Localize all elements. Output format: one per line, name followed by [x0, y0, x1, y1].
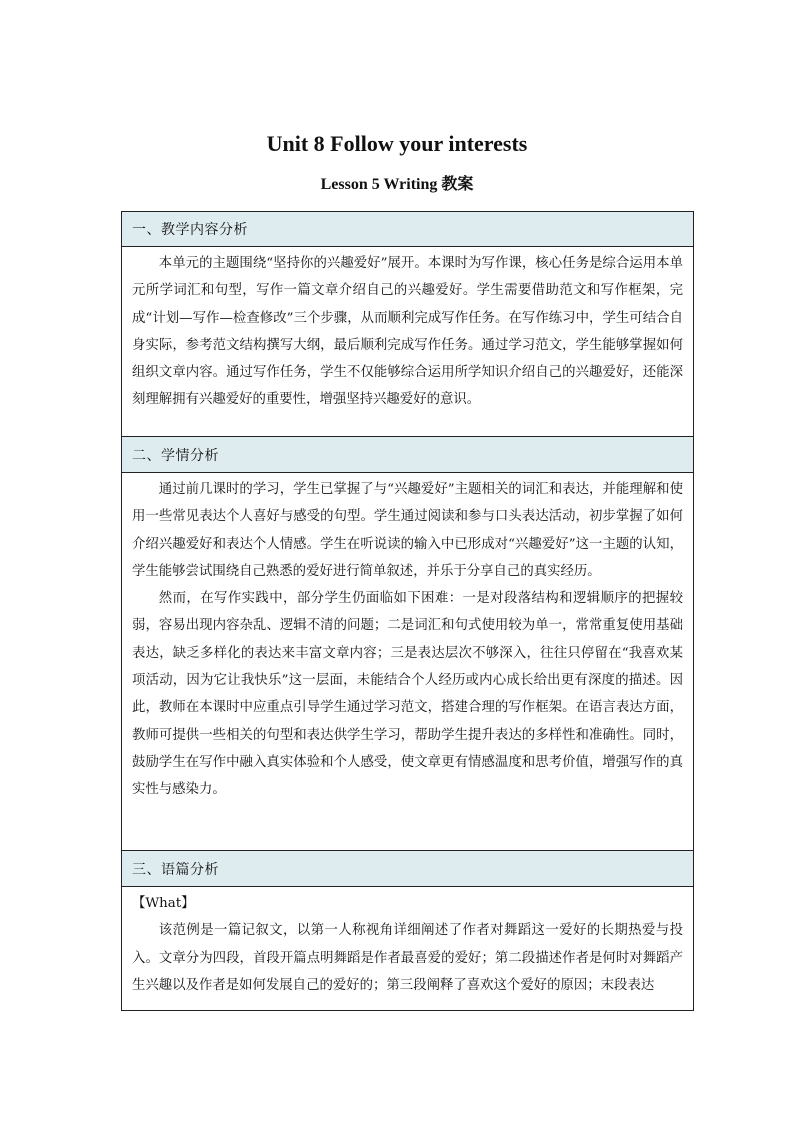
section-heading-text-analysis: [122, 850, 693, 887]
section-heading-teaching-content: [122, 212, 693, 247]
document-title: Unit 8 Follow your interests: [266, 131, 528, 156]
section-body-student-analysis: [122, 473, 693, 850]
lesson-plan-table: [121, 211, 694, 1011]
section-heading-text: 一、教学内容分析: [132, 222, 248, 238]
paragraph: 该范例是一篇记叙文，以第一人称视角详细阐述了作者对舞蹈这一爱好的长期热爱与投入。文章分为四段，首段开篇点明舞蹈是作者最喜爱的爱好；第二段描述作者是何时对舞蹈产生兴趣以及作者是如何发展自己的爱好的；第三段阐释了喜欢这个爱好的原因；末段表达: [132, 923, 683, 993]
paragraph: 通过前几课时的学习，学生已掌握了与“兴趣爱好”主题相关的词汇和表达，并能理解和使用一些常见表达个人喜好与感受的句型。学生通过阅读和参与口头表达活动，初步掌握了如何介绍兴趣爱好和表达个人情感。学生在听说读的输入中已形成对“兴趣爱好”这一主题的认知，学生能够尝试围绕自己熟悉的爱好进行简单叙述，并乐于分享自己的真实经历。: [132, 482, 683, 579]
paragraph: 然而，在写作实践中，部分学生仍面临如下困难：一是对段落结构和逻辑顺序的把握较弱，容易出现内容杂乱、逻辑不清的问题；二是词汇和句式使用较为单一，常常重复使用基础表达，缺乏多样化的表达来丰富文章内容；三是表达层次不够深入，往往只停留在“我喜欢某项活动，因为它让我快乐”这一层面，未能结合个人经历或内心成长给出更有深度的描述。因此，教师在本课时中应重点引导学生通过学习范文，搭建合理的写作框架。在语言表达方面，教师可提供一些相关的句型和表达供学生学习，帮助学生提升表达的多样性和准确性。同时，鼓励学生在写作中融入真实体验和个人感受，使文章更有情感温度和思考价值，增强写作的真实性与感染力。: [132, 591, 683, 798]
section-heading-student-analysis: [122, 436, 693, 473]
what-label: 【What】: [132, 896, 195, 911]
paragraph: 本单元的主题围绕“坚持你的兴趣爱好”展开。本课时为写作课，核心任务是综合运用本单元所学词汇和句型，写作一篇文章介绍自己的兴趣爱好。学生需要借助范文和写作框架，完成“计划—写作—检查修改”三个步骤，从而顺利完成写作任务。在写作练习中，学生可结合自身实际，参考范文结构撰写大纲，最后顺利完成写作任务。通过学习范文，学生能够掌握如何组织文章内容。通过写作任务，学生不仅能够综合运用所学知识介绍自己的兴趣爱好，还能深刻理解拥有兴趣爱好的重要性，增强坚持兴趣爱好的意识。: [132, 256, 683, 408]
section-heading-text: 三、语篇分析: [132, 861, 219, 878]
section-body-text-analysis: [122, 887, 693, 999]
section-heading-text: 二、学情分析: [132, 447, 219, 464]
section-body-teaching-content: [122, 247, 693, 436]
document-subtitle: Lesson 5 Writing 教案: [320, 176, 474, 193]
